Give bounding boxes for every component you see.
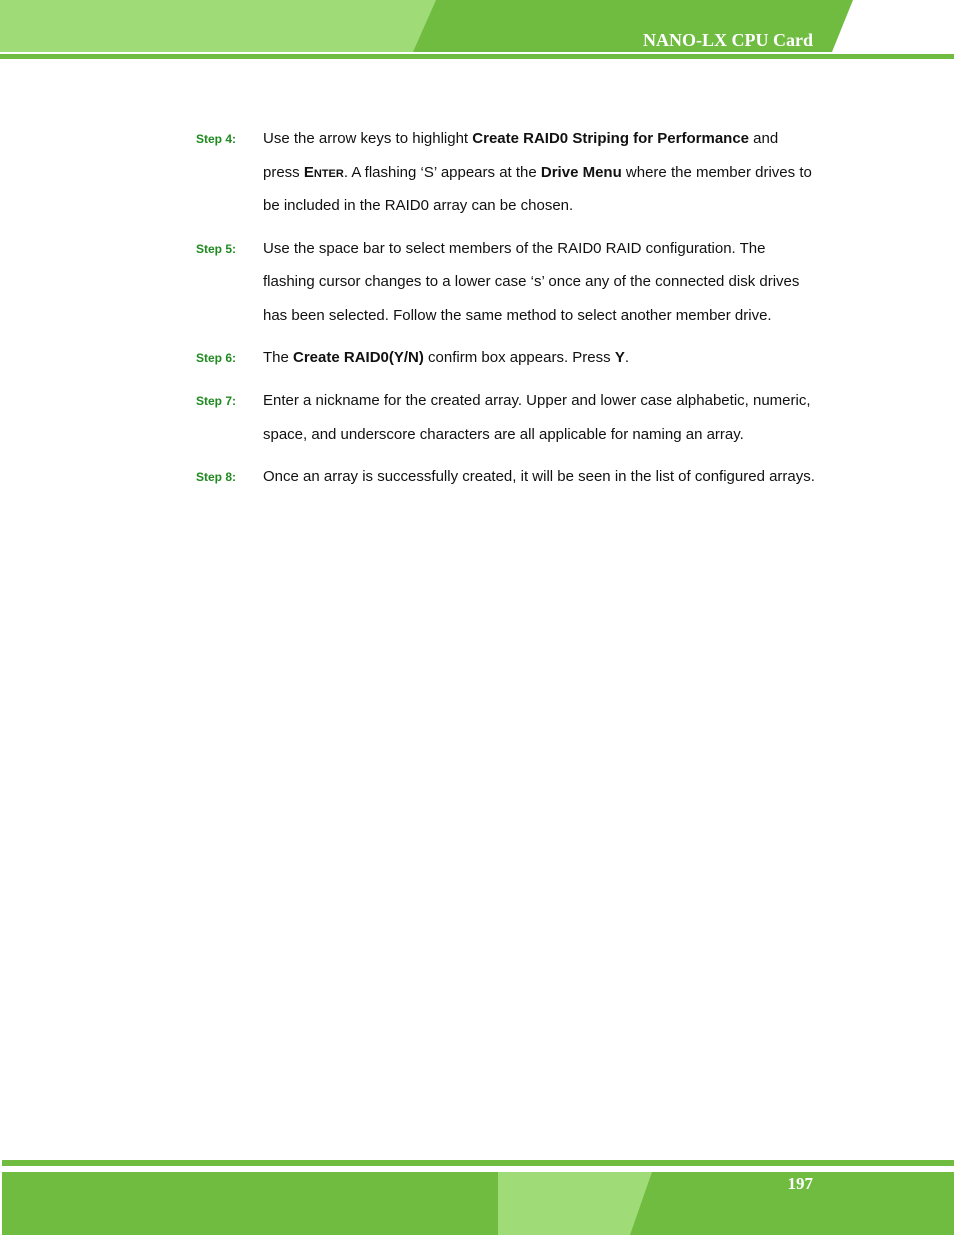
step-item xyxy=(196,460,816,494)
document-title: NANO-LX CPU Card xyxy=(643,30,813,50)
step-label: Step 5: xyxy=(196,241,237,256)
step-item xyxy=(196,384,816,451)
step-label: Step 8: xyxy=(196,470,237,484)
page-number: 197 xyxy=(787,1174,813,1193)
footer-banner xyxy=(0,1160,954,1235)
step-item xyxy=(196,232,816,333)
step-label: Step 7: xyxy=(196,394,237,408)
step-label: Step 6: xyxy=(196,351,237,365)
emphasis-text: Create RAID0 Striping for Performance xyxy=(472,130,750,147)
step-text: Use the arrow keys to highlight Create RAID0 Striping for Performance and press Enter. A flashing ‘S’ appears at the Drive Menu where the member drives to be included in the RAID0 array can be chosen. xyxy=(263,130,812,214)
emphasis-text: Drive Menu xyxy=(540,163,622,181)
step-text: Once an array is successfully created, it will be seen in the list of configured arrays. xyxy=(263,468,815,485)
step-label: Step 4: xyxy=(196,132,237,146)
step-item xyxy=(196,122,816,223)
emphasis-text: Y xyxy=(614,349,625,366)
step-item xyxy=(196,341,816,375)
emphasis-text: Create RAID0(Y/N) xyxy=(293,349,424,366)
procedure-steps xyxy=(196,122,816,503)
step-text: The Create RAID0(Y/N) confirm box appears. Press Y. xyxy=(263,349,629,366)
key-name: Enter xyxy=(303,163,344,181)
step-text: Use the space bar to select members of the RAID0 RAID configuration. The flashing cursor changes to a lower case ‘s’ once any of the connected disk drives has been selected. Follow the same method to select another member drive. xyxy=(263,239,800,324)
step-text: Enter a nickname for the created array. Upper and lower case alphabetic, numeric, space, and underscore characters are all applicable for naming an array. xyxy=(263,392,811,443)
